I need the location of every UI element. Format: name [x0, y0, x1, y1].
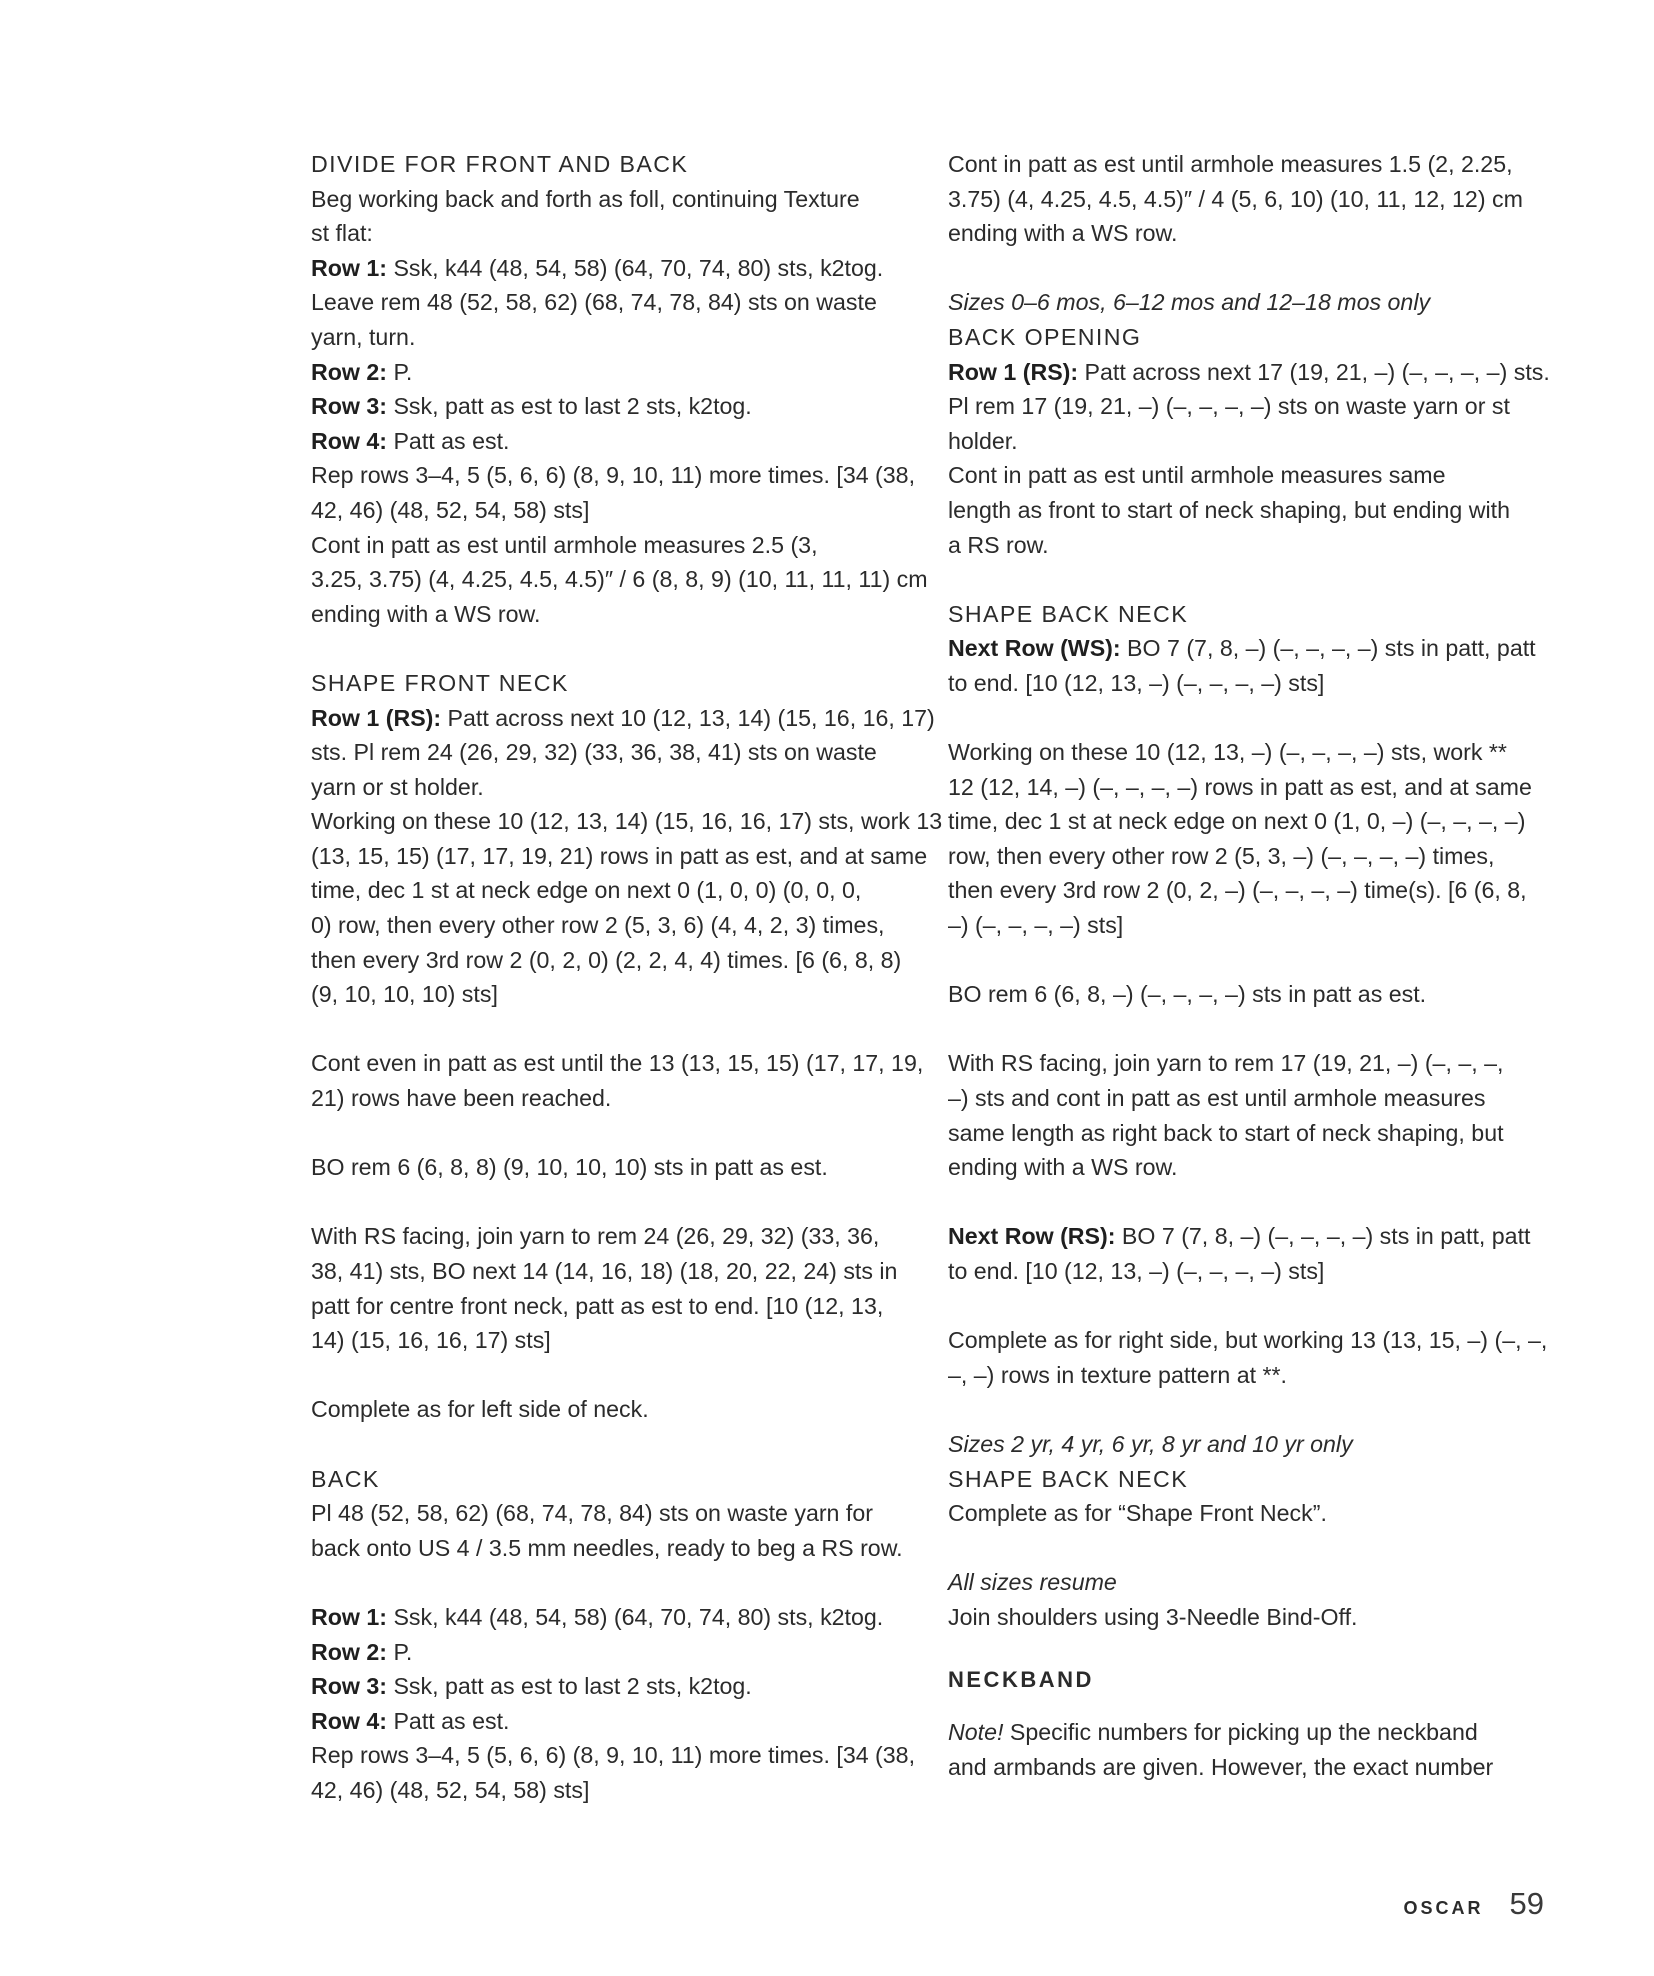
back-neck-next-row-rs-2: to end. [10 (12, 13, –) (–, –, –, –) sts] — [948, 1258, 1325, 1284]
back-neck-rs-4: ending with a WS row. — [948, 1154, 1178, 1181]
front-neck-row-1 — [311, 701, 935, 736]
front-neck-bo: BO rem 6 (6, 8, 8) (9, 10, 10, 10) sts in patt as est. — [311, 1154, 828, 1181]
divide-line-5: yarn, turn. — [311, 323, 416, 350]
sizes-note-text: Sizes 0–6 mos, 6–12 mos and 12–18 mos only — [948, 289, 1431, 316]
row-label: Row 1 (RS): — [948, 358, 1079, 385]
sizes-note-text: Sizes 2 yr, 4 yr, 6 yr, 8 yr and 10 yr only — [948, 1430, 1353, 1457]
divide-line-10: 42, 46) (48, 52, 54, 58) sts] — [311, 496, 590, 523]
spacer — [948, 1185, 1553, 1220]
row-text: BO 7 (7, 8, –) (–, –, –, –) sts in patt, patt — [1120, 635, 1536, 662]
back-line-7: Rep rows 3–4, 5 (5, 6, 6) (8, 9, 10, 11) more times. [34 (38, — [311, 1742, 916, 1769]
row-text: P. — [387, 358, 413, 385]
all-sizes-text: Join shoulders using 3-Needle Bind-Off. — [948, 1603, 1358, 1630]
back-line-2: back onto US 4 / 3.5 mm needles, ready to beg a RS row. — [311, 1534, 903, 1561]
divide-line-9: Rep rows 3–4, 5 (5, 6, 6) (8, 9, 10, 11) more times. [34 (38, — [311, 462, 916, 489]
armhole-line-1: Cont in patt as est until armhole measures 1.5 (2, 2.25, — [948, 151, 1513, 177]
all-sizes-note — [948, 1565, 1553, 1600]
back-row-4 — [311, 1704, 916, 1739]
front-neck-complete: Complete as for left side of neck. — [311, 1396, 649, 1423]
back-heading: BACK — [311, 1465, 380, 1492]
spacer — [311, 1116, 916, 1151]
small-sizes-note — [948, 285, 1553, 320]
front-neck-rs-3: patt for centre front neck, patt as est to end. [10 (12, 13, — [311, 1292, 884, 1319]
row-label: Row 2: — [311, 358, 388, 385]
neckband-title: NECKBAND — [948, 1666, 1094, 1692]
spacer — [948, 1012, 1553, 1047]
front-neck-rs-4: 14) (15, 16, 16, 17) sts] — [311, 1327, 551, 1354]
back-line-1: Pl 48 (52, 58, 62) (68, 74, 78, 84) sts on waste yarn for — [311, 1500, 873, 1527]
row-label: Next Row (WS): — [948, 635, 1121, 662]
back-opening-line-2: Pl rem 17 (19, 21, –) (–, –, –, –) sts on waste yarn or st — [948, 393, 1510, 420]
back-neck-next-row-rs — [948, 1219, 1553, 1254]
row-label: Row 3: — [311, 393, 388, 420]
back-line-8: 42, 46) (48, 52, 54, 58) sts] — [311, 1776, 590, 1803]
row-text: Ssk, k44 (48, 54, 58) (64, 70, 74, 80) sts, k2tog. — [387, 1603, 884, 1630]
page-footer — [1404, 1886, 1545, 1922]
divide-heading: DIVIDE FOR FRONT AND BACK — [311, 151, 689, 177]
back-row-3 — [311, 1669, 916, 1704]
spacer — [948, 1531, 1553, 1566]
back-neck-working-2: 12 (12, 14, –) (–, –, –, –) rows in patt as est, and at same — [948, 773, 1532, 800]
note-label: Note! — [948, 1719, 1004, 1746]
divide-row-2 — [311, 355, 916, 390]
spacer — [948, 251, 1553, 286]
row-label: Row 2: — [311, 1638, 388, 1665]
right-column — [948, 147, 1553, 1784]
front-neck-cont-1: Cont even in patt as est until the 13 (13, 15, 15) (17, 17, 19, — [311, 1050, 924, 1077]
page-number: 59 — [1509, 1886, 1544, 1921]
front-neck-line-6: time, dec 1 st at neck edge on next 0 (1, 0, 0) (0, 0, 0, — [311, 877, 862, 904]
back-neck-working-6: –) (–, –, –, –) sts] — [948, 912, 1124, 939]
front-neck-line-7: 0) row, then every other row 2 (5, 3, 6) (4, 4, 2, 3) times, — [311, 912, 885, 939]
divide-row-3 — [311, 389, 916, 424]
back-neck-working-1: Working on these 10 (12, 13, –) (–, –, –, –) sts, work ** — [948, 739, 1507, 766]
running-title: OSCAR — [1403, 1898, 1484, 1918]
row-text: Patt across next 17 (19, 21, –) (–, –, –, –) sts. — [1078, 358, 1550, 385]
spacer — [311, 1427, 916, 1462]
spacer — [948, 1392, 1553, 1427]
row-label: Row 4: — [311, 1707, 388, 1734]
spacer — [948, 1289, 1553, 1324]
row-label: Row 4: — [311, 427, 388, 454]
large-sizes-note — [948, 1427, 1553, 1462]
row-text: Ssk, patt as est to last 2 sts, k2tog. — [387, 393, 752, 420]
spacer — [948, 943, 1553, 978]
divide-row-4 — [311, 424, 916, 459]
left-column — [311, 147, 943, 1808]
back-neck-next-row-ws — [948, 631, 1553, 666]
front-neck-line-2: sts. Pl rem 24 (26, 29, 32) (33, 36, 38, 41) sts on waste — [311, 739, 877, 766]
spacer — [311, 1012, 916, 1047]
row-text: Patt as est. — [387, 1707, 510, 1734]
divide-line-1: Beg working back and forth as foll, continuing Texture — [311, 185, 860, 212]
divide-line-11: Cont in patt as est until armhole measures 2.5 (3, — [311, 531, 818, 558]
note-text: Specific numbers for picking up the neckband — [1003, 1719, 1478, 1746]
front-neck-rs-1: With RS facing, join yarn to rem 24 (26, 29, 32) (33, 36, — [311, 1223, 880, 1250]
all-sizes-note-text: All sizes resume — [948, 1569, 1117, 1596]
back-opening-line-3: holder. — [948, 427, 1018, 454]
spacer — [948, 1697, 1553, 1715]
neckband-note-line-2: and armbands are given. However, the exact number — [948, 1753, 1494, 1780]
back-opening-row-1 — [948, 355, 1553, 390]
front-neck-cont-2: 21) rows have been reached. — [311, 1085, 612, 1112]
back-neck-complete-1: Complete as for right side, but working 13 (13, 15, –) (–, –, — [948, 1327, 1548, 1354]
row-label: Next Row (RS): — [948, 1223, 1116, 1250]
back-neck-bo: BO rem 6 (6, 8, –) (–, –, –, –) sts in patt as est. — [948, 981, 1427, 1008]
spacer — [311, 631, 916, 666]
row-label: Row 1 (RS): — [311, 704, 442, 731]
row-text: Patt across next 10 (12, 13, 14) (15, 16, 16, 17) — [441, 704, 935, 731]
row-label: Row 1: — [311, 254, 388, 281]
row-text: BO 7 (7, 8, –) (–, –, –, –) sts in patt, patt — [1115, 1223, 1531, 1250]
back-neck-complete-2: –, –) rows in texture pattern at **. — [948, 1361, 1287, 1388]
divide-line-12: 3.25, 3.75) (4, 4.25, 4.5, 4.5)″ / 6 (8, 8, 9) (10, 11, 11, 11) cm — [311, 566, 928, 593]
divide-row-1 — [311, 251, 916, 286]
neckband-note-line-1 — [948, 1715, 1553, 1750]
front-neck-line-8: then every 3rd row 2 (0, 2, 0) (2, 2, 4, 4) times. [6 (6, 8, 8) — [311, 946, 902, 973]
back-opening-line-5: length as front to start of neck shaping, but ending with — [948, 496, 1511, 523]
spacer — [948, 562, 1553, 597]
row-text: Patt as est. — [387, 427, 510, 454]
row-label: Row 1: — [311, 1603, 388, 1630]
front-neck-heading: SHAPE FRONT NECK — [311, 669, 569, 696]
back-neck-working-3: time, dec 1 st at neck edge on next 0 (1, 0, –) (–, –, –, –) — [948, 808, 1526, 835]
front-neck-line-5: (13, 15, 15) (17, 17, 19, 21) rows in patt as est, and at same — [311, 842, 928, 869]
spacer — [948, 1635, 1553, 1653]
row-text: Ssk, patt as est to last 2 sts, k2tog. — [387, 1673, 752, 1700]
row-label: Row 3: — [311, 1673, 388, 1700]
back-neck-working-4: row, then every other row 2 (5, 3, –) (–, –, –, –) times, — [948, 842, 1495, 869]
spacer — [311, 1358, 916, 1393]
back-opening-heading: BACK OPENING — [948, 323, 1142, 350]
large-back-neck-heading: SHAPE BACK NECK — [948, 1465, 1189, 1492]
back-neck-next-row-ws-2: to end. [10 (12, 13, –) (–, –, –, –) sts] — [948, 669, 1325, 696]
divide-line-13: ending with a WS row. — [311, 600, 541, 627]
armhole-line-2: 3.75) (4, 4.25, 4.5, 4.5)″ / 4 (5, 6, 10) (10, 11, 12, 12) cm — [948, 185, 1523, 212]
back-neck-working-5: then every 3rd row 2 (0, 2, –) (–, –, –, –) time(s). [6 (6, 8, — [948, 877, 1527, 904]
front-neck-line-3: yarn or st holder. — [311, 773, 484, 800]
back-opening-line-4: Cont in patt as est until armhole measures same — [948, 462, 1446, 489]
front-neck-line-9: (9, 10, 10, 10) sts] — [311, 981, 498, 1008]
back-neck-heading: SHAPE BACK NECK — [948, 600, 1189, 627]
armhole-line-3: ending with a WS row. — [948, 220, 1178, 247]
spacer — [948, 701, 1553, 736]
back-neck-rs-2: –) sts and cont in patt as est until armhole measures — [948, 1085, 1486, 1112]
back-opening-line-6: a RS row. — [948, 531, 1049, 558]
row-text: P. — [387, 1638, 413, 1665]
front-neck-line-4: Working on these 10 (12, 13, 14) (15, 16, 16, 17) sts, work 13 — [311, 808, 943, 835]
large-back-neck-text: Complete as for “Shape Front Neck”. — [948, 1500, 1327, 1527]
spacer — [311, 1565, 916, 1600]
front-neck-rs-2: 38, 41) sts, BO next 14 (14, 16, 18) (18, 20, 22, 24) sts in — [311, 1258, 898, 1284]
divide-line-4: Leave rem 48 (52, 58, 62) (68, 74, 78, 84) sts on waste — [311, 289, 877, 316]
divide-line-2: st flat: — [311, 220, 373, 247]
spacer — [311, 1185, 916, 1220]
back-neck-rs-3: same length as right back to start of neck shaping, but — [948, 1119, 1504, 1146]
back-neck-rs-1: With RS facing, join yarn to rem 17 (19, 21, –) (–, –, –, — [948, 1050, 1504, 1077]
row-text: Ssk, k44 (48, 54, 58) (64, 70, 74, 80) sts, k2tog. — [387, 254, 884, 281]
back-row-1 — [311, 1600, 916, 1635]
back-row-2 — [311, 1635, 916, 1670]
